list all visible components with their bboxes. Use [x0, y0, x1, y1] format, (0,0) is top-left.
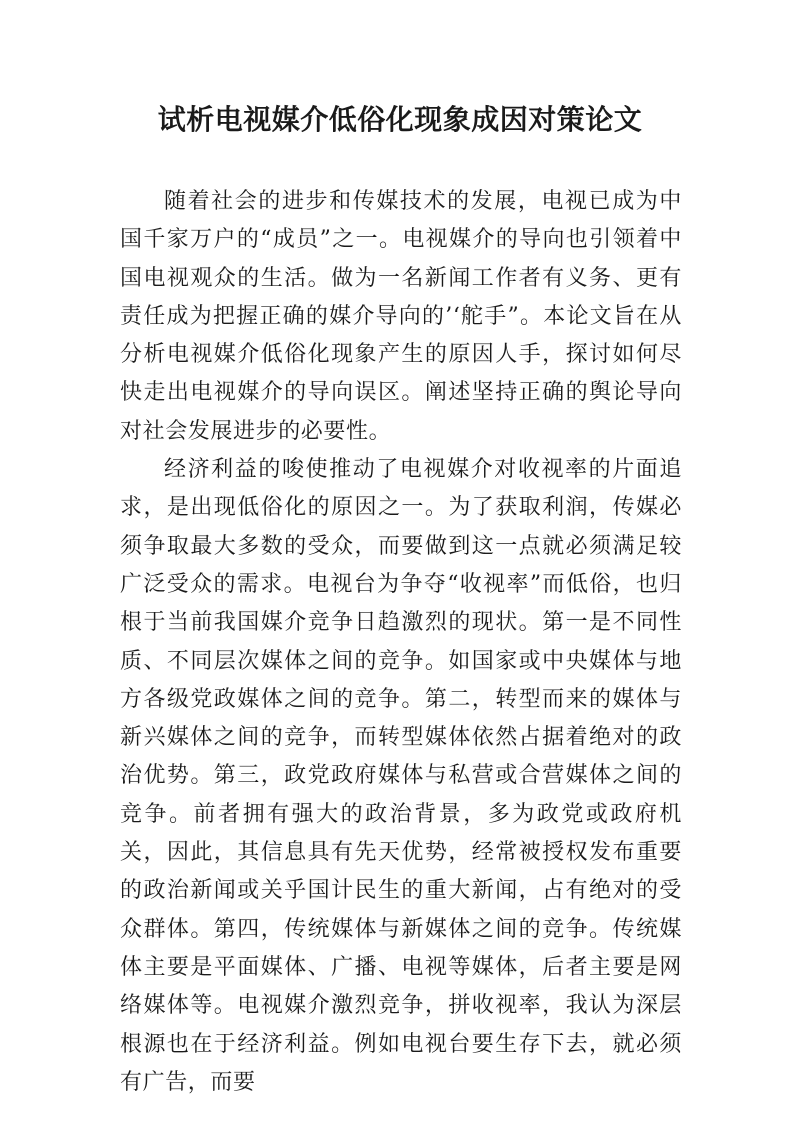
document-title: 试析电视媒介低俗化现象成因对策论文	[157, 103, 643, 136]
paragraph-intro: 随着社会的进步和传媒技术的发展，电视已成为中国千家万户的“成员”之一。电视媒介的导向也引领着中国电视观众的生活。做为一名新闻工作者有义务、更有责任成为把握正确的媒介导向的’‘舵手”。本论文旨在从分析电视媒介低俗化现象产生的原因人手，探讨如何尽快走出电视媒介的导向误区。阐述坚持正确的舆论导向对社会发展进步的必要性。	[120, 189, 682, 444]
document-body	[120, 183, 682, 1102]
paragraph-economic-interest: 经济利益的唆使推动了电视媒介对收视率的片面追求，是出现低俗化的原因之一。为了获取利润，传媒必须争取最大多数的受众，而要做到这一点就必须满足较广泛受众的需求。电视台为争夺“收视率”而低俗，也归根于当前我国媒介竞争日趋激烈的现状。第一是不同性质、不同层次媒体之间的竞争。如国家或中央媒体与地方各级党政媒体之间的竞争。第二，转型而来的媒体与新兴媒体之间的竞争，而转型媒体依然占据着绝对的政治优势。第三，政党政府媒体与私营或合营媒体之间的竞争。前者拥有强大的政治背景，多为政党或政府机关，因此，其信息具有先天优势，经常被授权发布重要的政治新闻或关乎国计民生的重大新闻，占有绝对的受众群体。第四，传统媒体与新媒体之间的竞争。传统媒体主要是平面媒体、广播、电视等媒体，后者主要是网络媒体等。电视媒介激烈竞争，拼收视率，我认为深层根源也在于经济利益。例如电视台要生存下去，就必须有广告，而要	[120, 457, 682, 1095]
